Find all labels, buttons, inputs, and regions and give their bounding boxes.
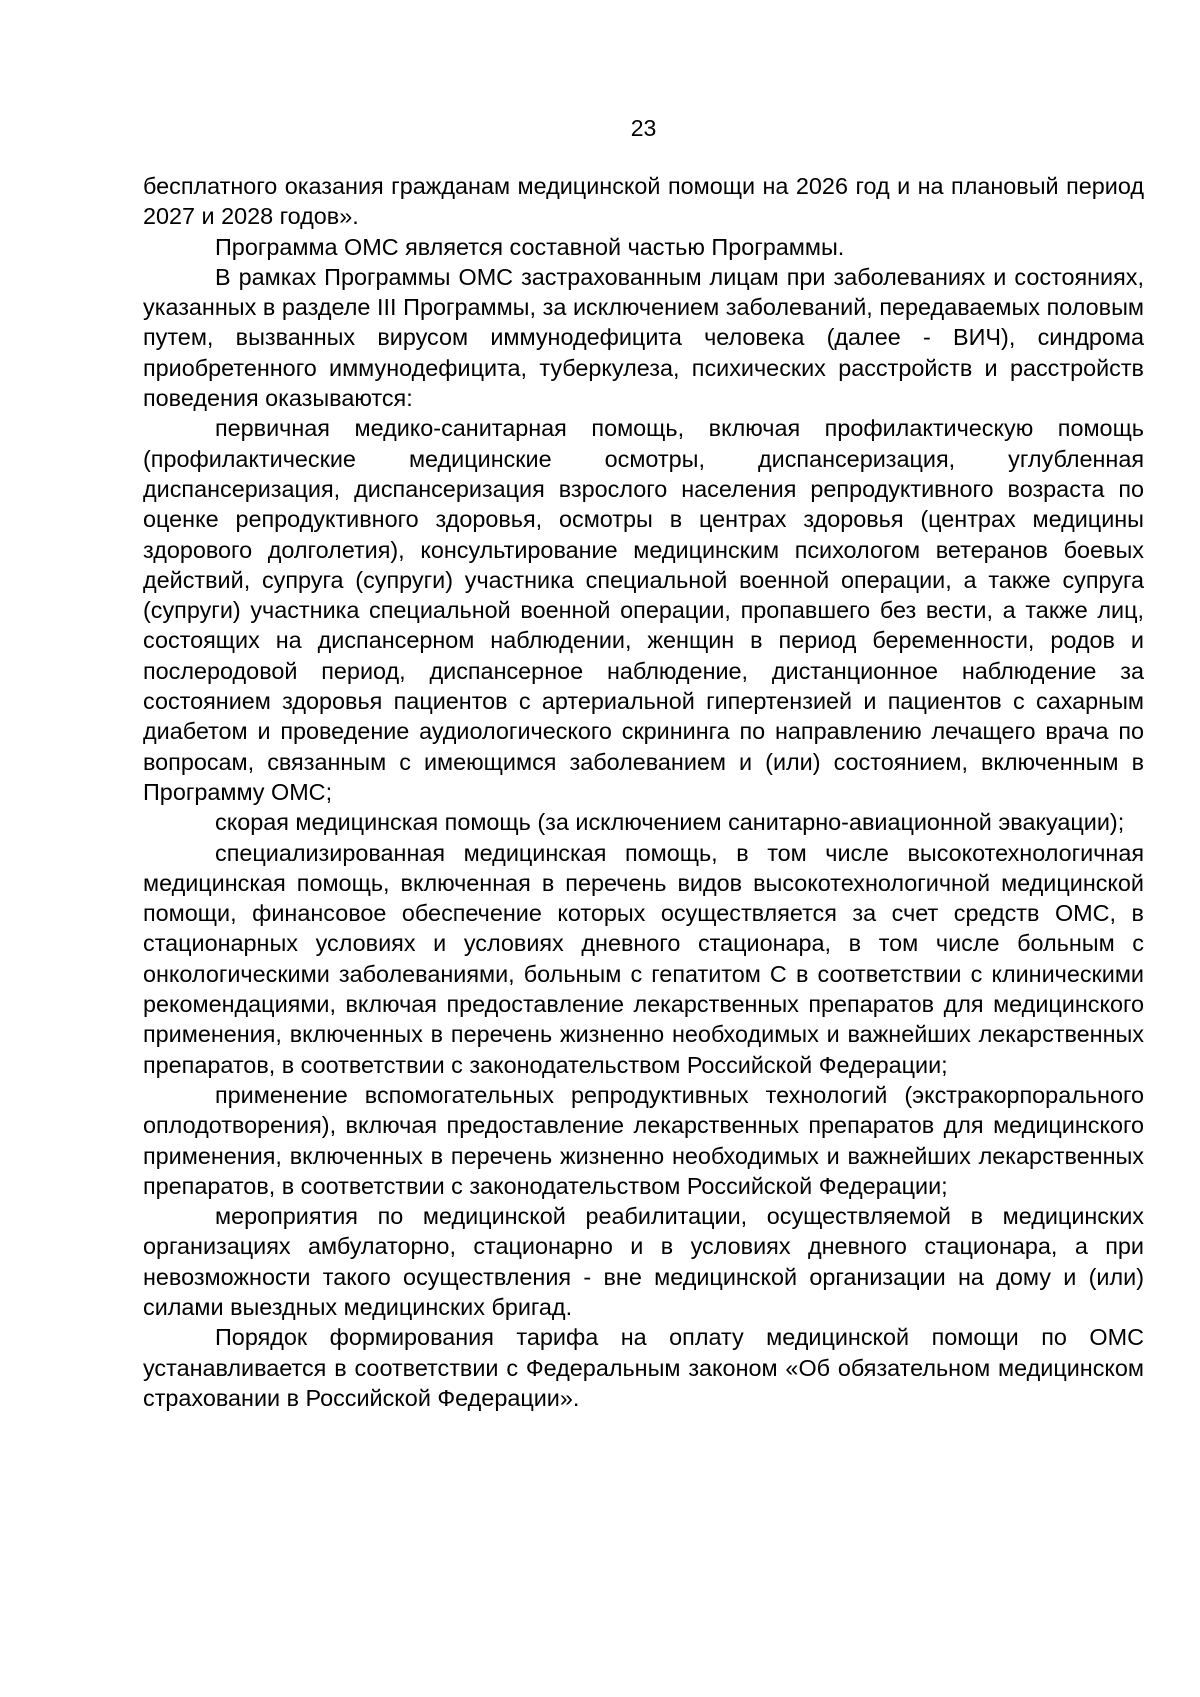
paragraph-continuation: бесплатного оказания гражданам медицинской помощи на 2026 год и на плановый период 2027 и 2028 годов». xyxy=(143,173,1144,230)
paragraph-oms-scope: В рамках Программы ОМС застрахованным лицам при заболеваниях и состояниях, указанных в разделе III Программы, за исключением заболеваний, передаваемых половым путем, вызванных вирусом иммунодефицита человека (далее - ВИЧ), синдрома приобретенного иммунодефицита, туберкулеза, психических расстройств и расстройств поведения оказываются: xyxy=(143,263,1144,412)
paragraph-rehabilitation: мероприятия по медицинской реабилитации, осуществляемой в медицинских организациях амбулаторно, стационарно и в условиях дневного стационара, а при невозможности такого осуществления - вне медицинской организации на дому и (или) силами выездных медицинских бригад. xyxy=(143,1203,1144,1320)
paragraph-tariff: Порядок формирования тарифа на оплату медицинской помощи по ОМС устанавливается в соответствии с Федеральным законом «Об обязательном медицинском страховании в Российской Федерации». xyxy=(143,1324,1144,1411)
paragraph-reproductive-technologies: применение вспомогательных репродуктивных технологий (экстракорпорального оплодотворения), включая предоставление лекарственных препаратов для медицинского применения, включенных в перечень жизненно необходимых и важнейших лекарственных препаратов, в соответствии с законодательством Российской Федерации; xyxy=(143,1081,1144,1199)
paragraph-emergency-care: скорая медицинская помощь (за исключением санитарно-авиационной эвакуации); xyxy=(215,809,1125,836)
document-body xyxy=(143,171,1144,1413)
paragraph-primary-care: первичная медико-санитарная помощь, включая профилактическую помощь (профилактические медицинские осмотры, диспансеризация, углубленная диспансеризация, диспансеризация взрослого населения репродуктивного возраста по оценке репродуктивного здоровья, осмотры в центрах здоровья (центрах медицины здорового долголетия), консультирование медицинским психологом ветеранов боевых действий, супруга (супруги) участника специальной военной операции, а также супруга (супруги) участника специальной военной операции, пропавшего без вести, а также лиц, состоящих на диспансерном наблюдении, женщин в период беременности, родов и послеродовой период, диспансерное наблюдение, дистанционное наблюдение за состоянием здоровья пациентов с артериальной гипертензией и пациентов с сахарным диабетом и проведение аудиологического скрининга по направлению лечащего врача по вопросам, связанным с имеющимся заболеванием и (или) состоянием, включенным в Программу ОМС; xyxy=(143,415,1144,805)
paragraph-oms-program: Программа ОМС является составной частью Программы. xyxy=(215,233,845,260)
paragraph-specialized-care: специализированная медицинская помощь, в том числе высокотехнологичная медицинская помощь, включенная в перечень видов высокотехнологичной медицинской помощи, финансовое обеспечение которых осуществляется за счет средств ОМС, в стационарных условиях и условиях дневного стационара, в том числе больным с онкологическими заболеваниями, больным с гепатитом С в соответствии с клиническими рекомендациями, включая предоставление лекарственных препаратов для медицинского применения, включенных в перечень жизненно необходимых и важнейших лекарственных препаратов, в соответствии с законодательством Российской Федерации; xyxy=(143,839,1144,1078)
page-number: 23 xyxy=(630,115,657,141)
